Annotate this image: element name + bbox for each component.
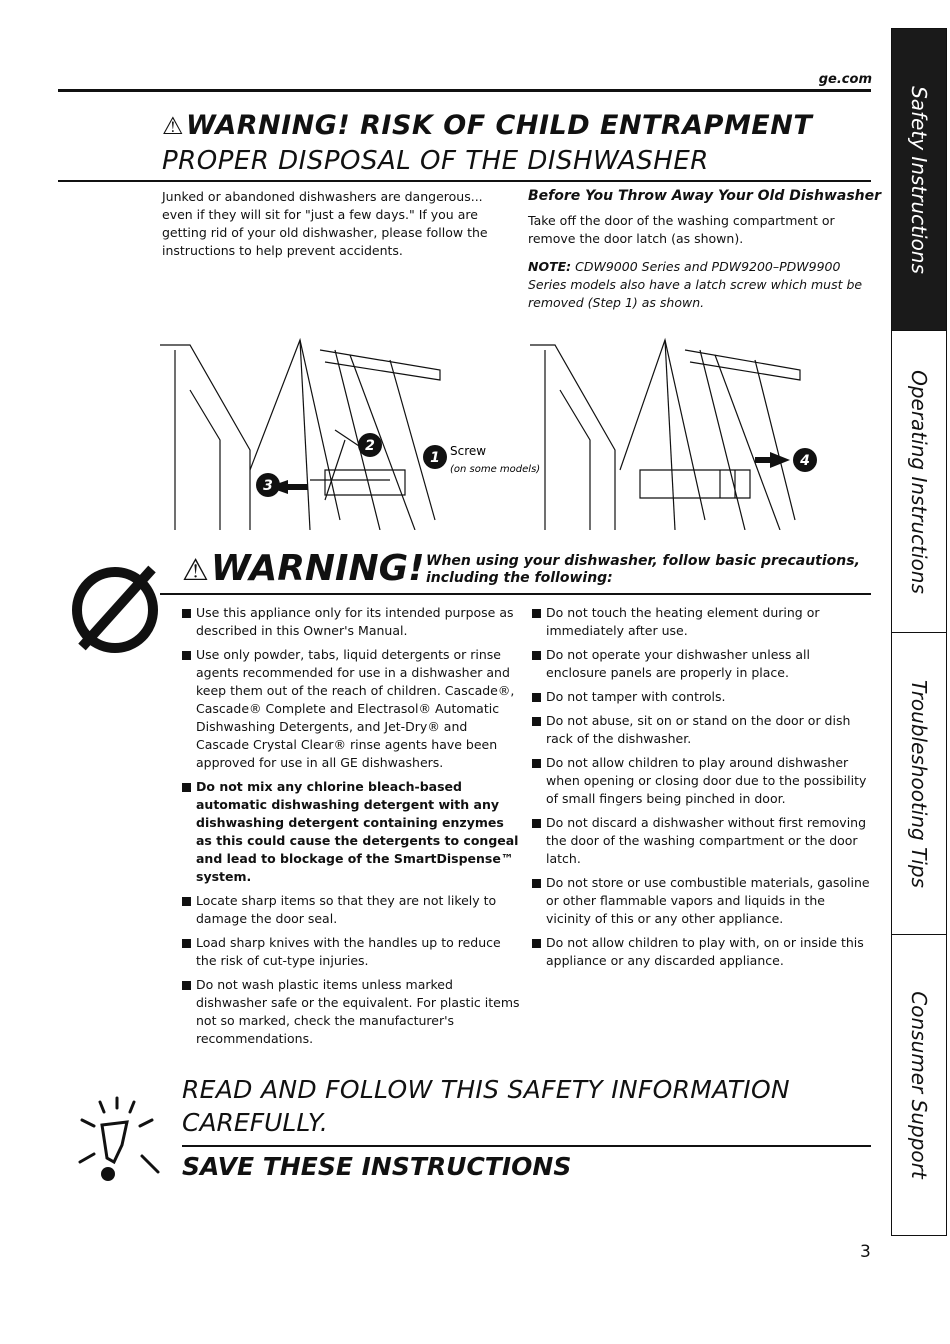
tab-troubleshooting-tips[interactable]: [892, 633, 946, 935]
child-entrapment-warning-heading: [162, 110, 812, 141]
step-3-badge: [256, 473, 280, 497]
footer-rule: [182, 1145, 871, 1147]
site-url: ge.com: [818, 72, 872, 87]
step-4-number: 4: [800, 453, 810, 469]
warning-triangle-icon: ⚠: [162, 112, 185, 140]
list-item: Do not store or use combustible materials, gasoline or other flammable vapors and liquids in the vicinity of this or any other appliance.: [532, 874, 872, 928]
note-label: NOTE:: [528, 259, 572, 274]
warning-word: WARNING!: [210, 548, 425, 589]
list-item: Do not operate your dishwasher unless all enclosure panels are properly in place.: [532, 646, 872, 682]
step-1-number: 1: [430, 450, 440, 466]
prohibited-icon: [60, 555, 170, 665]
tab-label: Troubleshooting Tips: [907, 679, 931, 888]
step-1-badge: [423, 445, 447, 469]
list-item: Do not discard a dishwasher without first removing the door of the washing compartment or the door latch.: [532, 814, 872, 868]
save-instructions: SAVE THESE INSTRUCTIONS: [182, 1152, 572, 1181]
step-3-number: 3: [263, 478, 273, 494]
tab-consumer-support[interactable]: [892, 935, 946, 1235]
tab-label: Consumer Support: [907, 991, 931, 1179]
top-rule: [58, 89, 871, 92]
list-item: Locate sharp items so that they are not likely to damage the door seal.: [182, 892, 522, 928]
list-item: Use this appliance only for its intended purpose as described in this Owner's Manual.: [182, 604, 522, 640]
door-latch-illustration: [150, 330, 870, 530]
step-2-badge: [358, 433, 382, 457]
note-paragraph: [528, 258, 868, 312]
list-item: Do not mix any chlorine bleach-based automatic dishwashing detergent with any dishwashing detergent containing enzymes as this could cause the detergents to congeal and lead to blockage of the SmartDispense™ system.: [182, 778, 522, 886]
page-number: 3: [860, 1242, 871, 1262]
step-4-badge: [793, 448, 817, 472]
screw-label: Screw: [450, 444, 487, 458]
list-item: Do not wash plastic items unless marked dishwasher safe or the equivalent. For plastic items not so marked, check the manufacturer's recommendations.: [182, 976, 522, 1048]
list-item: Do not touch the heating element during or immediately after use.: [532, 604, 872, 640]
section-tabs: [891, 28, 947, 1236]
tab-label: Operating Instructions: [907, 369, 931, 594]
warning-heading-text: WARNING! RISK OF CHILD ENTRAPMENT: [186, 110, 813, 141]
section-rule: [160, 593, 871, 595]
read-follow-line1: READ AND FOLLOW THIS SAFETY INFORMATION: [182, 1075, 790, 1104]
list-item: Do not allow children to play with, on or inside this appliance or any discarded appliance.: [532, 934, 872, 970]
list-item: Do not tamper with controls.: [532, 688, 872, 706]
list-item: Do not allow children to play around dishwasher when opening or closing door due to the possibility of small fingers being pinched in door.: [532, 754, 872, 808]
step-2-number: 2: [365, 438, 375, 454]
lightbulb-icon: [62, 1090, 172, 1200]
list-item: Load sharp knives with the handles up to reduce the risk of cut-type injuries.: [182, 934, 522, 970]
list-item: Use only powder, tabs, liquid detergents or rinse agents recommended for use in a dishwasher and keep them out of the reach of children. Cascade®, Cascade® Complete and Electrasol® Automatic Dishwashing Detergents, and Jet-Dry® and Cascade Crystal Clear® rinse agents have been approved for use in all GE dishwashers.: [182, 646, 522, 772]
tab-label: Safety Instructions: [907, 85, 931, 274]
screw-note: (on some models): [450, 464, 541, 475]
basic-precautions-warning-heading: [182, 548, 425, 589]
warning-triangle-icon: ⚠: [182, 553, 209, 588]
read-follow-line2: CAREFULLY.: [182, 1108, 328, 1137]
list-item: Do not abuse, sit on or stand on the door or dish rack of the dishwasher.: [532, 712, 872, 748]
tab-safety-instructions[interactable]: [892, 29, 946, 331]
section-rule: [58, 180, 871, 182]
intro-paragraph: Junked or abandoned dishwashers are dangerous... even if they will sit for "just a few days." If you are getting rid of your old dishwasher, please follow the instructions to help prevent accidents.: [162, 189, 488, 258]
right-bullet-column: [532, 604, 872, 976]
disposal-subtitle: PROPER DISPOSAL OF THE DISHWASHER: [162, 146, 709, 176]
note-text: CDW9000 Series and PDW9200–PDW9900 Series models also have a latch screw which must be removed (Step 1) as shown.: [528, 259, 863, 310]
warning-subheading: When using your dishwasher, follow basic precautions, including the following:: [426, 553, 860, 586]
before-text: Take off the door of the washing compartment or remove the door latch (as shown).: [528, 213, 835, 246]
left-bullet-column: [182, 604, 522, 1054]
tab-operating-instructions[interactable]: [892, 331, 946, 633]
before-heading: Before You Throw Away Your Old Dishwasher: [528, 188, 882, 204]
